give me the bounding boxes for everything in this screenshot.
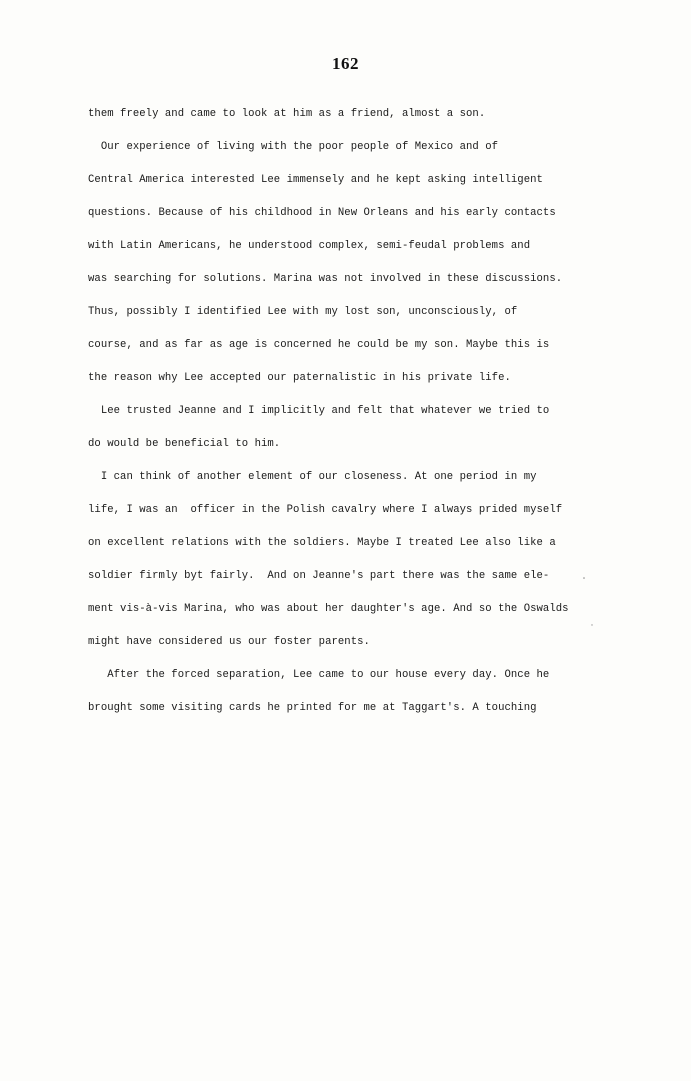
- text-line: do would be beneficial to him.: [88, 438, 281, 450]
- page-number: 162: [332, 54, 359, 73]
- text-line: them freely and came to look at him as a friend, almost a son.: [88, 108, 486, 120]
- text-line: was searching for solutions. Marina was not involved in these discussions.: [88, 273, 563, 285]
- text-line: Lee trusted Jeanne and I implicitly and felt that whatever we tried to: [88, 405, 550, 417]
- text-line: life, I was an officer in the Polish cavalry where I always prided myself: [88, 504, 563, 516]
- text-line: Our experience of living with the poor people of Mexico and of: [88, 141, 499, 153]
- text-line: I can think of another element of our closeness. At one period in my: [88, 471, 537, 483]
- text-line: questions. Because of his childhood in New Orleans and his early contacts: [88, 207, 556, 219]
- text-line: ment vis-à-vis Marina, who was about her daughter's age. And so the Oswalds: [88, 603, 569, 615]
- text-line: might have considered us our foster parents.: [88, 636, 370, 648]
- text-line: Central America interested Lee immensely and he kept asking intelligent: [88, 174, 543, 186]
- text-line: Thus, possibly I identified Lee with my lost son, unconsciously, of: [88, 306, 518, 318]
- text-line: course, and as far as age is concerned he could be my son. Maybe this is: [88, 339, 550, 351]
- text-line: soldier firmly byt fairly. And on Jeanne's part there was the same ele-: [88, 570, 550, 582]
- text-line: the reason why Lee accepted our paternalistic in his private life.: [88, 372, 511, 384]
- text-line: with Latin Americans, he understood complex, semi-feudal problems and: [88, 240, 531, 252]
- text-line: After the forced separation, Lee came to our house every day. Once he: [88, 669, 550, 681]
- text-line: brought some visiting cards he printed for me at Taggart's. A touching: [88, 702, 537, 714]
- text-line: on excellent relations with the soldiers. Maybe I treated Lee also like a: [88, 537, 556, 549]
